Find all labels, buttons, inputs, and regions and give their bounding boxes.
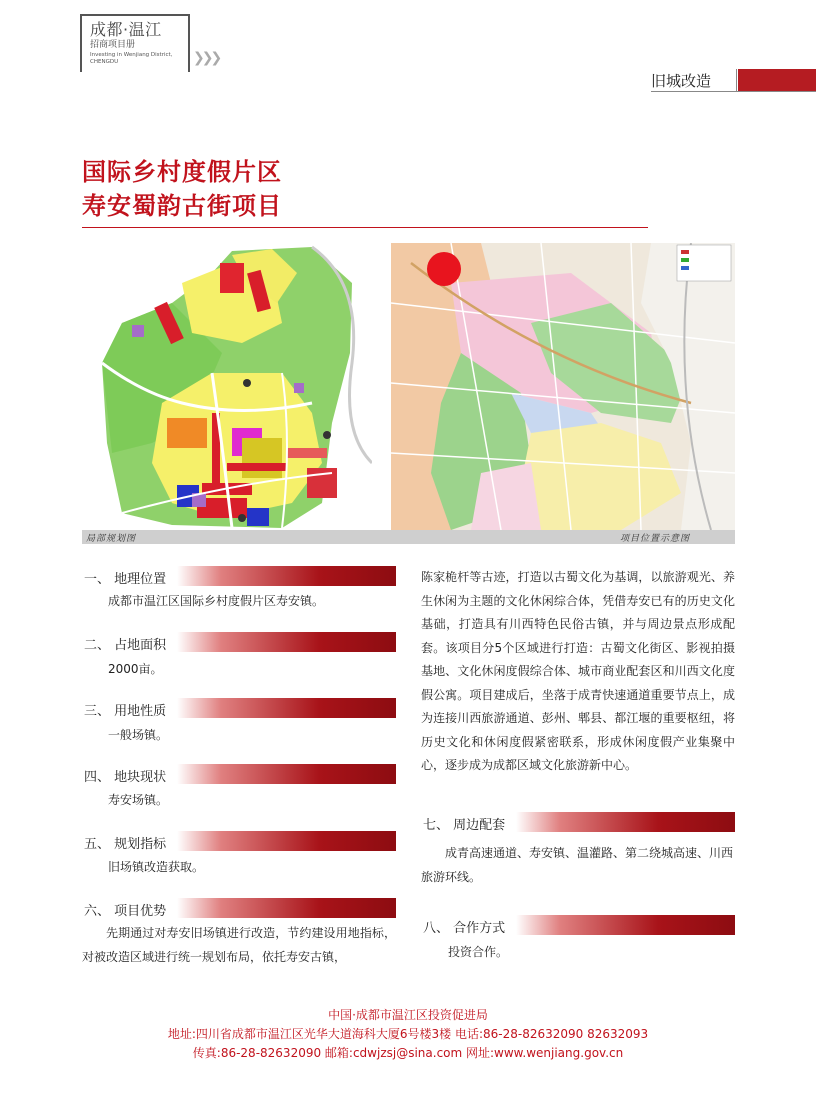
logo-subtitle: 招商项目册 [90,40,136,50]
chevron-right-icon: ❯❯❯ [193,50,220,66]
heading-label: 八、 合作方式 [423,921,506,936]
planning-map-graphic [82,243,372,530]
section-body-advantages-continued: 陈家桅杆等古迹，打造以古蜀文化为基调，以旅游观光、养生休闲为主题的文化休闲综合体，凭借寿安已有的历史文化基础，打造具有川西特色民俗古镇，并与周边景点形成配套。该项目分5个区域进行打造：古蜀文化街区、影视拍摄基地、文化休闲度假综合体、城市商业配套区和川西文化度假公寓。项目建成后，坐落于成青快速通道重要节点上，成为连接川西旅游通道、彭州、郫县、都江堰的重要枢纽，将历史文化和休闲度假紧密联系，形成休闲度假产业集聚中心，逐步成为成都区域文化旅游新中心。 [421,570,735,772]
local-planning-caption: 局部规划图 [86,534,137,544]
heading-bar [177,831,396,851]
footer-contact: 传真:86-28-82632090 邮箱:cdwjzsj@sina.com 网址:www.wenjiang.gov.cn [192,1046,624,1060]
heading-bar [177,898,396,918]
logo-title: 成都·温江 [90,20,162,39]
footer-organization: 中国·成都市温江区投资促进局 [328,1008,488,1022]
section-body-status: 寿安场镇。 [108,793,169,807]
title-line-2: 寿安蜀韵古街项目 [82,192,282,220]
heading-label: 二、 占地面积 [84,638,167,653]
heading-label: 六、 项目优势 [84,904,167,919]
heading-label: 一、 地理位置 [84,572,167,587]
heading-label: 三、 用地性质 [84,704,167,719]
section-heading-advantages [82,898,396,918]
section-heading-land-use [82,698,396,718]
section-body-land-use: 一般场镇。 [108,728,169,742]
project-location-map [391,243,735,530]
heading-bar [516,915,735,935]
section-body-planning: 旧场镇改造获取。 [108,860,205,874]
section-body-advantages: 先期通过对寿安旧场镇进行改造，节约建设用地指标，对被改造区域进行统一规划布局，依托寿安古镇， [82,926,396,964]
location-caption: 项目位置示意图 [620,534,691,544]
heading-label: 四、 地块现状 [84,770,167,785]
title-line-1: 国际乡村度假片区 [82,158,282,186]
section-heading-surroundings [421,812,735,832]
section-body-surroundings: 成青高速通道、寿安镇、温灌路、第二绕城高速、川西旅游环线。 [421,846,734,884]
local-planning-map [82,243,372,530]
page-title [82,155,282,223]
heading-bar [177,764,396,784]
brand-logo [80,14,190,72]
category-accent-bar [738,69,816,91]
section-heading-location [82,566,396,586]
title-divider [82,227,648,228]
heading-label: 五、 规划指标 [84,837,167,852]
section-heading-cooperation [421,915,735,935]
category-label: 旧城改造 [651,72,712,90]
section-heading-status [82,764,396,784]
heading-bar [516,812,735,832]
logo-english: Investing in Wenjiang District, CHENGDU [90,52,173,65]
section-body-location: 成都市温江区国际乡村度假片区寿安镇。 [108,594,325,608]
heading-label: 七、 周边配套 [423,818,506,833]
category-divider [736,69,737,91]
section-heading-area [82,632,396,652]
location-map-graphic [391,243,735,530]
section-heading-planning [82,831,396,851]
footer-address: 地址:四川省成都市温江区光华大道海科大厦6号楼3楼 电话:86-28-82632090 82632093 [167,1027,649,1041]
category-underline [651,91,816,92]
section-body-area: 2000亩。 [108,662,163,676]
heading-bar [177,632,396,652]
heading-bar [177,698,396,718]
section-body-cooperation: 投资合作。 [448,945,509,959]
heading-bar [177,566,396,586]
